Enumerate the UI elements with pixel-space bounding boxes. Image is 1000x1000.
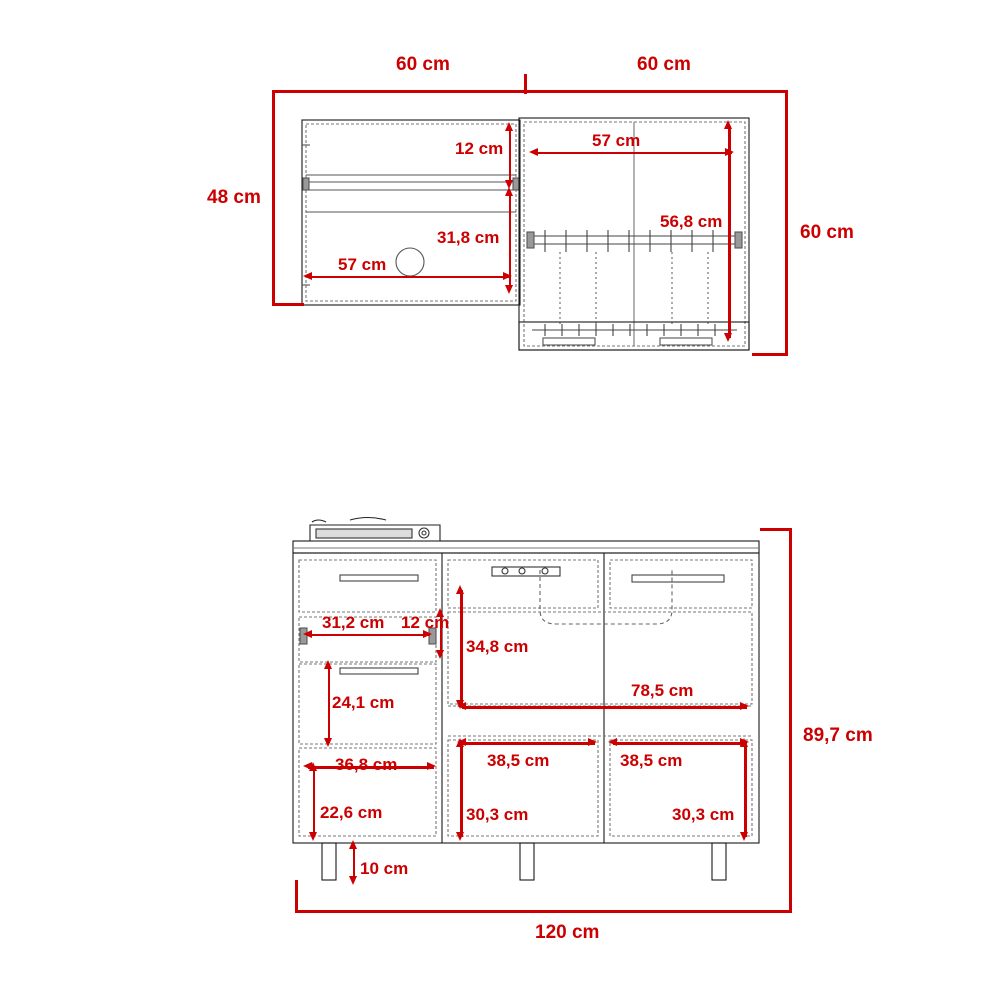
arrow-down-leg: [349, 876, 357, 885]
dim-left-compartment-height: 24,1 cm: [332, 693, 395, 712]
line-left-compartment-height: [328, 665, 330, 743]
arrow-down-drawer-height: [436, 650, 444, 659]
upper-left-bracket: [272, 90, 275, 306]
dim-leg-height: 10 cm: [360, 859, 409, 878]
arrow-left-door-right: [608, 738, 617, 746]
line-interior-width-left: [308, 276, 510, 278]
dim-drawer-height: 12 cm: [401, 613, 450, 632]
arrow-up-door-center: [456, 738, 464, 747]
line-door-height-right: [744, 743, 747, 837]
arrow-up-center-height: [456, 585, 464, 594]
lower-top-foot: [760, 528, 792, 531]
line-shelf-gap: [509, 127, 511, 185]
line-wide-interior-width: [462, 706, 747, 709]
dim-total-height: 89,7 cm: [803, 725, 873, 746]
upper-center-tick: [524, 74, 527, 94]
dim-wide-interior-width: 78,5 cm: [631, 681, 694, 700]
dim-lower-left-height: 22,6 cm: [320, 803, 383, 822]
arrow-down-interior-left: [505, 285, 513, 294]
arrow-right-interior-left: [503, 272, 512, 280]
dim-door-width-right: 38,5 cm: [620, 751, 683, 770]
arrow-up-lower-left: [309, 762, 317, 771]
lower-bottom-left-tick: [295, 880, 298, 913]
arrow-up-door-right: [740, 738, 748, 747]
upper-top-bracket: [272, 90, 788, 93]
upper-left-foot: [272, 303, 304, 306]
arrow-up-left-compartment: [324, 660, 332, 669]
dim-door-width-center: 38,5 cm: [487, 751, 550, 770]
dim-drawer-width: 31,2 cm: [322, 613, 385, 632]
upper-right-bracket: [785, 90, 788, 356]
line-door-width-center: [462, 742, 595, 745]
dim-door-height-right: 30,3 cm: [672, 805, 735, 824]
dim-interior-height-right: 56,8 cm: [660, 212, 723, 231]
dim-shelf-gap: 12 cm: [455, 139, 504, 158]
arrow-down-door-center: [456, 832, 464, 841]
line-interior-width-right: [534, 152, 732, 154]
arrow-down-interior-right: [724, 333, 732, 342]
arrow-right-door-center: [588, 738, 597, 746]
dim-left-interior-width: 36,8 cm: [335, 755, 398, 774]
dim-interior-width-left: 57 cm: [338, 255, 387, 274]
arrow-up-shelf-gap: [505, 122, 513, 131]
arrow-left-interior-left: [303, 272, 312, 280]
lower-right-bracket: [789, 528, 792, 913]
line-door-width-right: [613, 742, 747, 745]
dim-interior-height-left: 31,8 cm: [437, 228, 500, 247]
arrow-left-wide-interior: [457, 702, 466, 710]
line-center-height: [460, 590, 463, 705]
dim-total-width: 120 cm: [535, 922, 600, 943]
dim-interior-width-right: 57 cm: [592, 131, 641, 150]
arrow-down-lower-left: [309, 832, 317, 841]
dim-upper-height-left: 48 cm: [207, 187, 261, 208]
dim-door-height-center: 30,3 cm: [466, 805, 529, 824]
lower-bottom-bracket: [295, 910, 792, 913]
arrow-up-leg: [349, 840, 357, 849]
dim-upper-width-right: 60 cm: [637, 54, 691, 75]
line-interior-height-right: [728, 126, 731, 338]
line-drawer-width: [308, 634, 430, 636]
arrow-right-wide-interior: [740, 702, 749, 710]
dim-upper-width-left: 60 cm: [396, 54, 450, 75]
dim-center-height: 34,8 cm: [466, 637, 529, 656]
line-lower-left-height: [313, 767, 315, 837]
dim-upper-height-right: 60 cm: [800, 222, 854, 243]
arrow-left-drawer-width: [303, 630, 312, 638]
upper-right-foot: [752, 353, 788, 356]
arrow-right-left-interior: [427, 762, 436, 770]
arrow-up-interior-left: [505, 187, 513, 196]
arrow-up-interior-right: [724, 120, 732, 129]
line-door-height-center: [460, 743, 463, 837]
arrow-down-door-right: [740, 832, 748, 841]
arrow-left-interior-right: [529, 148, 538, 156]
arrow-down-left-compartment: [324, 738, 332, 747]
